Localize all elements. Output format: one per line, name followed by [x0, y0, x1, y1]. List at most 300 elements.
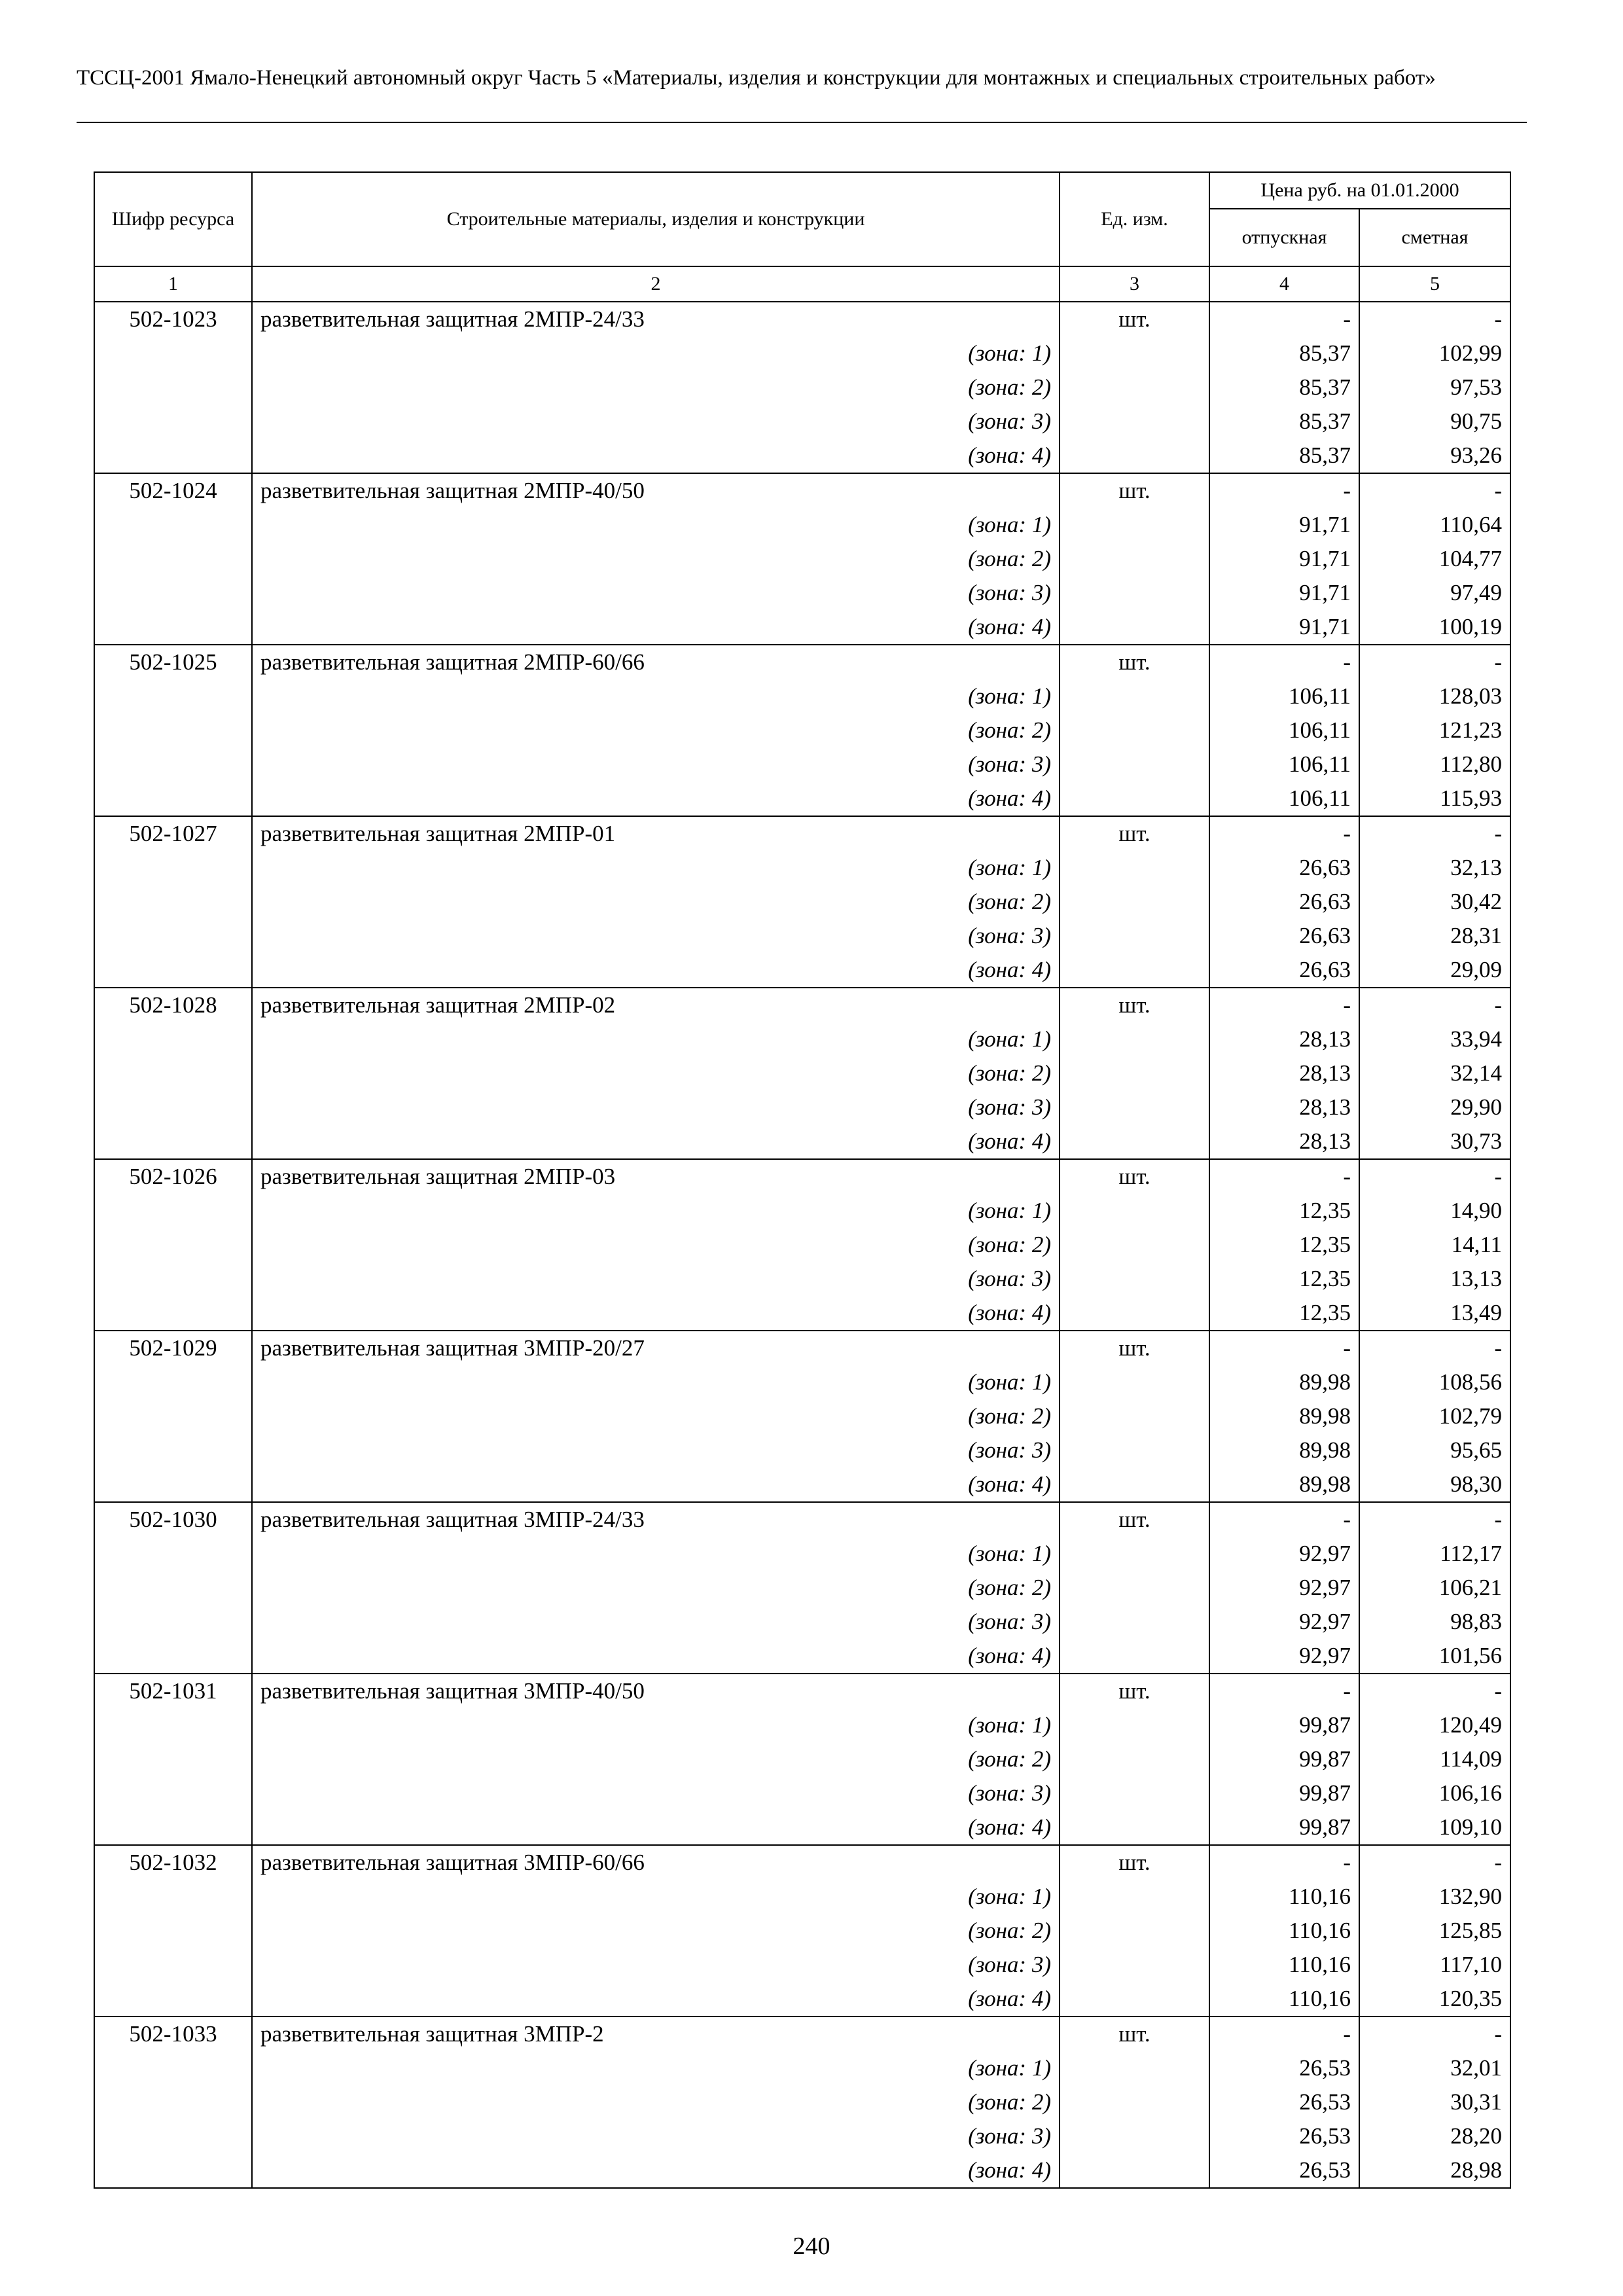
- resource-row: [94, 1502, 1510, 1537]
- unit-of-measure: шт.: [1060, 1331, 1209, 1365]
- zone-release-price: 28,13: [1209, 1022, 1359, 1056]
- unit-of-measure: шт.: [1060, 2017, 1209, 2051]
- zone-label: (зона: 1): [252, 1194, 1060, 1228]
- zone-estimate-price: 32,13: [1359, 851, 1510, 885]
- material-name: разветвительная защитная 2МПР-03: [252, 1159, 1060, 1194]
- zone-label: (зона: 1): [252, 336, 1060, 370]
- resource-row: [94, 1845, 1510, 1880]
- price-table-body: [94, 302, 1510, 2188]
- unit-empty: [1060, 1982, 1209, 2017]
- zone-row: [94, 1433, 1510, 1467]
- zone-label: (зона: 4): [252, 1639, 1060, 1674]
- zone-estimate-price: 98,30: [1359, 1467, 1510, 1502]
- zone-release-price: 26,53: [1209, 2119, 1359, 2153]
- resource-row: [94, 1331, 1510, 1365]
- price-table: [94, 171, 1511, 2189]
- zone-row: [94, 404, 1510, 439]
- zone-release-price: 26,63: [1209, 885, 1359, 919]
- resource-code: 502-1033: [94, 2017, 252, 2051]
- estimate-price: -: [1359, 302, 1510, 336]
- zone-estimate-price: 100,19: [1359, 610, 1510, 645]
- zone-release-price: 110,16: [1209, 1914, 1359, 1948]
- zone-release-price: 91,71: [1209, 610, 1359, 645]
- zone-estimate-price: 110,64: [1359, 508, 1510, 542]
- zone-row: [94, 508, 1510, 542]
- zone-label: (зона: 3): [252, 1605, 1060, 1639]
- unit-empty: [1060, 1124, 1209, 1159]
- zone-release-price: 92,97: [1209, 1605, 1359, 1639]
- unit-empty: [1060, 713, 1209, 747]
- unit-empty: [1060, 1056, 1209, 1090]
- zone-row: [94, 781, 1510, 816]
- zone-label: (зона: 3): [252, 747, 1060, 781]
- estimate-price: -: [1359, 1845, 1510, 1880]
- resource-row: [94, 1674, 1510, 1708]
- unit-empty: [1060, 885, 1209, 919]
- resource-code: 502-1025: [94, 645, 252, 679]
- zone-release-price: 26,53: [1209, 2051, 1359, 2085]
- unit-empty: [1060, 1194, 1209, 1228]
- zone-estimate-price: 14,90: [1359, 1194, 1510, 1228]
- resource-code-empty: [94, 2085, 252, 2119]
- zone-estimate-price: 97,53: [1359, 370, 1510, 404]
- zone-label: (зона: 1): [252, 1880, 1060, 1914]
- zone-release-price: 85,37: [1209, 404, 1359, 439]
- resource-code-empty: [94, 1605, 252, 1639]
- zone-row: [94, 1194, 1510, 1228]
- page-number: 240: [793, 2233, 830, 2260]
- resource-code-empty: [94, 1639, 252, 1674]
- zone-estimate-price: 95,65: [1359, 1433, 1510, 1467]
- estimate-price: -: [1359, 1674, 1510, 1708]
- column-number: 2: [252, 266, 1060, 302]
- unit-empty: [1060, 953, 1209, 988]
- zone-row: [94, 1537, 1510, 1571]
- unit-empty: [1060, 1467, 1209, 1502]
- zone-release-price: 99,87: [1209, 1742, 1359, 1776]
- material-name: разветвительная защитная 2МПР-02: [252, 988, 1060, 1022]
- unit-of-measure: шт.: [1060, 1845, 1209, 1880]
- zone-row: [94, 1262, 1510, 1296]
- resource-code: 502-1030: [94, 1502, 252, 1537]
- estimate-price: -: [1359, 1159, 1510, 1194]
- material-name: разветвительная защитная 2МПР-01: [252, 816, 1060, 851]
- zone-release-price: 26,63: [1209, 953, 1359, 988]
- resource-code-empty: [94, 1708, 252, 1742]
- unit-empty: [1060, 1776, 1209, 1810]
- column-header-code: Шифр ресурса: [94, 172, 252, 266]
- unit-empty: [1060, 542, 1209, 576]
- zone-row: [94, 885, 1510, 919]
- unit-of-measure: шт.: [1060, 1159, 1209, 1194]
- price-table-header: [94, 172, 1510, 302]
- zone-label: (зона: 4): [252, 1810, 1060, 1845]
- zone-estimate-price: 109,10: [1359, 1810, 1510, 1845]
- unit-empty: [1060, 1880, 1209, 1914]
- zone-row: [94, 1742, 1510, 1776]
- release-price: -: [1209, 2017, 1359, 2051]
- unit-empty: [1060, 336, 1209, 370]
- zone-label: (зона: 3): [252, 2119, 1060, 2153]
- unit-empty: [1060, 2153, 1209, 2188]
- estimate-price: -: [1359, 473, 1510, 508]
- zone-row: [94, 713, 1510, 747]
- resource-code-empty: [94, 1982, 252, 2017]
- zone-label: (зона: 2): [252, 370, 1060, 404]
- zone-estimate-price: 106,16: [1359, 1776, 1510, 1810]
- zone-row: [94, 576, 1510, 610]
- estimate-price: -: [1359, 645, 1510, 679]
- resource-code-empty: [94, 1948, 252, 1982]
- zone-release-price: 89,98: [1209, 1467, 1359, 1502]
- zone-release-price: 99,87: [1209, 1708, 1359, 1742]
- zone-label: (зона: 4): [252, 1982, 1060, 2017]
- unit-empty: [1060, 610, 1209, 645]
- zone-estimate-price: 28,20: [1359, 2119, 1510, 2153]
- release-price: -: [1209, 1331, 1359, 1365]
- resource-code-empty: [94, 1571, 252, 1605]
- resource-code-empty: [94, 576, 252, 610]
- release-price: -: [1209, 473, 1359, 508]
- zone-row: [94, 336, 1510, 370]
- zone-release-price: 12,35: [1209, 1262, 1359, 1296]
- zone-estimate-price: 28,98: [1359, 2153, 1510, 2188]
- unit-empty: [1060, 576, 1209, 610]
- zone-release-price: 28,13: [1209, 1056, 1359, 1090]
- zone-estimate-price: 13,49: [1359, 1296, 1510, 1331]
- column-number: 4: [1209, 266, 1359, 302]
- zone-row: [94, 1467, 1510, 1502]
- unit-empty: [1060, 1022, 1209, 1056]
- unit-empty: [1060, 1810, 1209, 1845]
- release-price: -: [1209, 1502, 1359, 1537]
- document-header-title: ТССЦ-2001 Ямало-Ненецкий автономный округ Часть 5 «Материалы, изделия и конструкции для монтажных и специальных строительных работ»: [77, 66, 1436, 90]
- resource-code-empty: [94, 508, 252, 542]
- zone-release-price: 106,11: [1209, 747, 1359, 781]
- resource-code-empty: [94, 1399, 252, 1433]
- resource-code-empty: [94, 1742, 252, 1776]
- unit-empty: [1060, 1742, 1209, 1776]
- zone-label: (зона: 4): [252, 1467, 1060, 1502]
- zone-label: (зона: 3): [252, 919, 1060, 953]
- material-name: разветвительная защитная 3МПР-24/33: [252, 1502, 1060, 1537]
- zone-estimate-price: 13,13: [1359, 1262, 1510, 1296]
- material-name: разветвительная защитная 3МПР-60/66: [252, 1845, 1060, 1880]
- resource-code-empty: [94, 1776, 252, 1810]
- zone-row: [94, 1056, 1510, 1090]
- estimate-price: -: [1359, 1502, 1510, 1537]
- resource-code-empty: [94, 1433, 252, 1467]
- zone-label: (зона: 1): [252, 679, 1060, 713]
- zone-label: (зона: 1): [252, 508, 1060, 542]
- column-header-release-price: отпускная: [1209, 209, 1359, 266]
- zone-row: [94, 1124, 1510, 1159]
- resource-code-empty: [94, 1880, 252, 1914]
- zone-estimate-price: 30,73: [1359, 1124, 1510, 1159]
- zone-row: [94, 439, 1510, 473]
- zone-release-price: 26,53: [1209, 2085, 1359, 2119]
- zone-label: (зона: 2): [252, 1914, 1060, 1948]
- zone-release-price: 92,97: [1209, 1639, 1359, 1674]
- unit-empty: [1060, 1296, 1209, 1331]
- zone-estimate-price: 98,83: [1359, 1605, 1510, 1639]
- resource-code-empty: [94, 953, 252, 988]
- zone-row: [94, 1296, 1510, 1331]
- column-header-price-group: Цена руб. на 01.01.2000: [1209, 172, 1510, 209]
- zone-row: [94, 919, 1510, 953]
- resource-code: 502-1028: [94, 988, 252, 1022]
- material-name: разветвительная защитная 2МПР-60/66: [252, 645, 1060, 679]
- zone-estimate-price: 120,35: [1359, 1982, 1510, 2017]
- zone-row: [94, 1399, 1510, 1433]
- resource-code-empty: [94, 919, 252, 953]
- zone-release-price: 26,53: [1209, 2153, 1359, 2188]
- zone-estimate-price: 120,49: [1359, 1708, 1510, 1742]
- zone-release-price: 28,13: [1209, 1124, 1359, 1159]
- zone-row: [94, 2153, 1510, 2188]
- unit-empty: [1060, 1399, 1209, 1433]
- zone-estimate-price: 29,90: [1359, 1090, 1510, 1124]
- zone-label: (зона: 1): [252, 1537, 1060, 1571]
- zone-label: (зона: 3): [252, 404, 1060, 439]
- resource-code-empty: [94, 1194, 252, 1228]
- unit-empty: [1060, 1433, 1209, 1467]
- zone-release-price: 12,35: [1209, 1194, 1359, 1228]
- resource-code-empty: [94, 542, 252, 576]
- zone-estimate-price: 29,09: [1359, 953, 1510, 988]
- zone-label: (зона: 3): [252, 1090, 1060, 1124]
- unit-empty: [1060, 1365, 1209, 1399]
- zone-row: [94, 610, 1510, 645]
- resource-code-empty: [94, 1124, 252, 1159]
- unit-of-measure: шт.: [1060, 988, 1209, 1022]
- zone-row: [94, 1090, 1510, 1124]
- unit-of-measure: шт.: [1060, 302, 1209, 336]
- zone-label: (зона: 4): [252, 610, 1060, 645]
- column-header-name: Строительные материалы, изделия и конструкции: [252, 172, 1060, 266]
- zone-row: [94, 1605, 1510, 1639]
- release-price: -: [1209, 302, 1359, 336]
- resource-row: [94, 1159, 1510, 1194]
- resource-code-empty: [94, 610, 252, 645]
- zone-estimate-price: 102,99: [1359, 336, 1510, 370]
- zone-row: [94, 1639, 1510, 1674]
- resource-code-empty: [94, 885, 252, 919]
- release-price: -: [1209, 1159, 1359, 1194]
- resource-code-empty: [94, 404, 252, 439]
- resource-code-empty: [94, 679, 252, 713]
- zone-label: (зона: 4): [252, 781, 1060, 816]
- unit-empty: [1060, 370, 1209, 404]
- zone-row: [94, 1914, 1510, 1948]
- zone-label: (зона: 4): [252, 2153, 1060, 2188]
- zone-row: [94, 1571, 1510, 1605]
- zone-estimate-price: 32,14: [1359, 1056, 1510, 1090]
- zone-estimate-price: 28,31: [1359, 919, 1510, 953]
- zone-estimate-price: 132,90: [1359, 1880, 1510, 1914]
- zone-release-price: 85,37: [1209, 336, 1359, 370]
- zone-release-price: 26,63: [1209, 851, 1359, 885]
- resource-row: [94, 2017, 1510, 2051]
- zone-row: [94, 1810, 1510, 1845]
- zone-release-price: 106,11: [1209, 781, 1359, 816]
- release-price: -: [1209, 645, 1359, 679]
- zone-estimate-price: 112,80: [1359, 747, 1510, 781]
- resource-code-empty: [94, 336, 252, 370]
- resource-row: [94, 988, 1510, 1022]
- unit-empty: [1060, 1639, 1209, 1674]
- unit-empty: [1060, 1948, 1209, 1982]
- zone-release-price: 106,11: [1209, 679, 1359, 713]
- zone-estimate-price: 121,23: [1359, 713, 1510, 747]
- resource-row: [94, 302, 1510, 336]
- unit-empty: [1060, 1914, 1209, 1948]
- zone-label: (зона: 4): [252, 439, 1060, 473]
- unit-empty: [1060, 1605, 1209, 1639]
- zone-label: (зона: 3): [252, 1433, 1060, 1467]
- resource-row: [94, 816, 1510, 851]
- unit-of-measure: шт.: [1060, 473, 1209, 508]
- zone-row: [94, 1365, 1510, 1399]
- zone-row: [94, 1776, 1510, 1810]
- zone-estimate-price: 30,31: [1359, 2085, 1510, 2119]
- zone-release-price: 99,87: [1209, 1810, 1359, 1845]
- estimate-price: -: [1359, 2017, 1510, 2051]
- zone-release-price: 28,13: [1209, 1090, 1359, 1124]
- zone-release-price: 85,37: [1209, 439, 1359, 473]
- resource-code-empty: [94, 439, 252, 473]
- zone-row: [94, 1708, 1510, 1742]
- unit-empty: [1060, 781, 1209, 816]
- zone-release-price: 12,35: [1209, 1296, 1359, 1331]
- resource-row: [94, 473, 1510, 508]
- resource-code-empty: [94, 2153, 252, 2188]
- zone-row: [94, 1880, 1510, 1914]
- unit-of-measure: шт.: [1060, 645, 1209, 679]
- resource-code-empty: [94, 1228, 252, 1262]
- unit-empty: [1060, 679, 1209, 713]
- zone-estimate-price: 97,49: [1359, 576, 1510, 610]
- zone-label: (зона: 2): [252, 1228, 1060, 1262]
- resource-code-empty: [94, 1914, 252, 1948]
- unit-of-measure: шт.: [1060, 1674, 1209, 1708]
- zone-release-price: 89,98: [1209, 1365, 1359, 1399]
- unit-empty: [1060, 2085, 1209, 2119]
- zone-estimate-price: 33,94: [1359, 1022, 1510, 1056]
- unit-empty: [1060, 404, 1209, 439]
- zone-release-price: 110,16: [1209, 1880, 1359, 1914]
- zone-row: [94, 1228, 1510, 1262]
- resource-code: 502-1027: [94, 816, 252, 851]
- column-header-unit: Ед. изм.: [1060, 172, 1209, 266]
- material-name: разветвительная защитная 2МПР-40/50: [252, 473, 1060, 508]
- resource-code-empty: [94, 370, 252, 404]
- zone-release-price: 106,11: [1209, 713, 1359, 747]
- zone-row: [94, 1982, 1510, 2017]
- zone-release-price: 99,87: [1209, 1776, 1359, 1810]
- resource-code-empty: [94, 747, 252, 781]
- zone-release-price: 91,71: [1209, 542, 1359, 576]
- zone-estimate-price: 30,42: [1359, 885, 1510, 919]
- zone-label: (зона: 2): [252, 1571, 1060, 1605]
- zone-row: [94, 747, 1510, 781]
- resource-code: 502-1029: [94, 1331, 252, 1365]
- unit-empty: [1060, 1708, 1209, 1742]
- resource-code-empty: [94, 713, 252, 747]
- release-price: -: [1209, 1845, 1359, 1880]
- zone-estimate-price: 32,01: [1359, 2051, 1510, 2085]
- estimate-price: -: [1359, 1331, 1510, 1365]
- zone-estimate-price: 101,56: [1359, 1639, 1510, 1674]
- material-name: разветвительная защитная 3МПР-2: [252, 2017, 1060, 2051]
- zone-row: [94, 542, 1510, 576]
- zone-release-price: 110,16: [1209, 1948, 1359, 1982]
- resource-code: 502-1031: [94, 1674, 252, 1708]
- zone-estimate-price: 14,11: [1359, 1228, 1510, 1262]
- zone-label: (зона: 3): [252, 1776, 1060, 1810]
- material-name: разветвительная защитная 3МПР-20/27: [252, 1331, 1060, 1365]
- resource-code-empty: [94, 781, 252, 816]
- unit-empty: [1060, 1537, 1209, 1571]
- column-number: 1: [94, 266, 252, 302]
- resource-code: 502-1032: [94, 1845, 252, 1880]
- column-number: 5: [1359, 266, 1510, 302]
- resource-code-empty: [94, 2119, 252, 2153]
- zone-row: [94, 2051, 1510, 2085]
- zone-release-price: 89,98: [1209, 1433, 1359, 1467]
- zone-label: (зона: 2): [252, 542, 1060, 576]
- zone-label: (зона: 2): [252, 1056, 1060, 1090]
- zone-row: [94, 2119, 1510, 2153]
- zone-label: (зона: 2): [252, 713, 1060, 747]
- resource-row: [94, 645, 1510, 679]
- resource-code-empty: [94, 1262, 252, 1296]
- unit-empty: [1060, 919, 1209, 953]
- zone-release-price: 89,98: [1209, 1399, 1359, 1433]
- column-header-estimate-price: сметная: [1359, 209, 1510, 266]
- zone-row: [94, 679, 1510, 713]
- zone-label: (зона: 1): [252, 1708, 1060, 1742]
- unit-empty: [1060, 747, 1209, 781]
- zone-row: [94, 2085, 1510, 2119]
- zone-label: (зона: 3): [252, 1948, 1060, 1982]
- zone-estimate-price: 128,03: [1359, 679, 1510, 713]
- zone-label: (зона: 2): [252, 885, 1060, 919]
- resource-code-empty: [94, 1056, 252, 1090]
- estimate-price: -: [1359, 988, 1510, 1022]
- zone-estimate-price: 112,17: [1359, 1537, 1510, 1571]
- zone-label: (зона: 3): [252, 576, 1060, 610]
- unit-empty: [1060, 1571, 1209, 1605]
- unit-empty: [1060, 2119, 1209, 2153]
- zone-estimate-price: 108,56: [1359, 1365, 1510, 1399]
- zone-label: (зона: 2): [252, 1742, 1060, 1776]
- unit-empty: [1060, 1090, 1209, 1124]
- zone-estimate-price: 90,75: [1359, 404, 1510, 439]
- zone-release-price: 26,63: [1209, 919, 1359, 953]
- zone-label: (зона: 2): [252, 1399, 1060, 1433]
- zone-release-price: 91,71: [1209, 508, 1359, 542]
- zone-row: [94, 953, 1510, 988]
- zone-label: (зона: 4): [252, 953, 1060, 988]
- zone-row: [94, 1948, 1510, 1982]
- unit-empty: [1060, 2051, 1209, 2085]
- zone-release-price: 91,71: [1209, 576, 1359, 610]
- resource-code-empty: [94, 1022, 252, 1056]
- resource-code-empty: [94, 1467, 252, 1502]
- zone-label: (зона: 1): [252, 2051, 1060, 2085]
- unit-empty: [1060, 1228, 1209, 1262]
